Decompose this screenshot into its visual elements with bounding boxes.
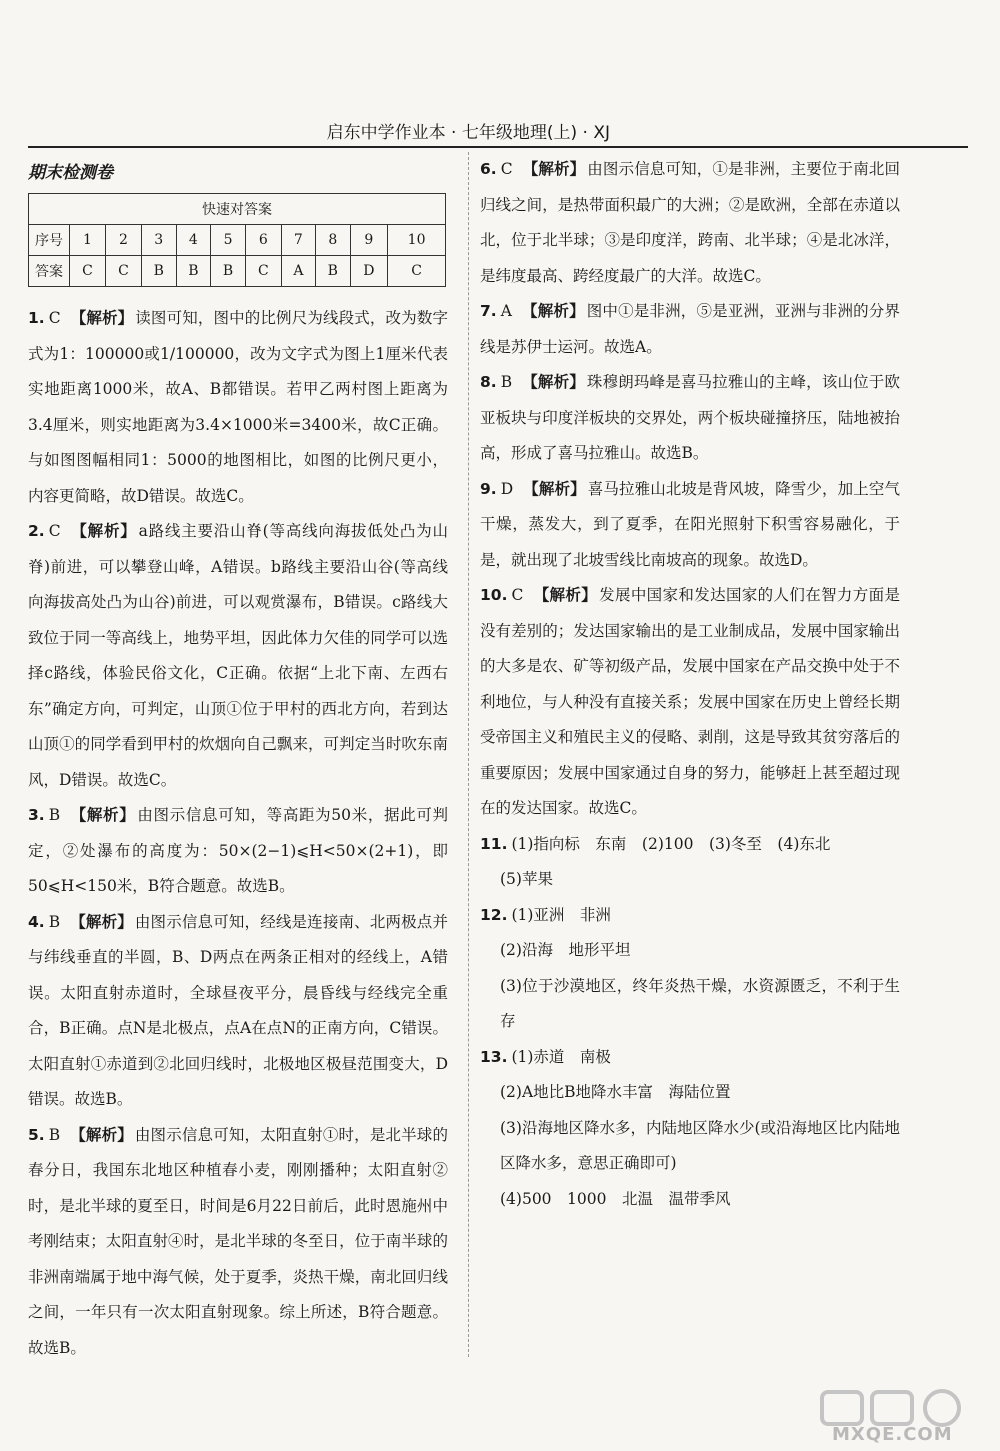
analysis-tag: 【解析】 [70, 806, 136, 824]
table-row [29, 225, 446, 256]
table-cell: C [105, 256, 141, 287]
analysis-text: 由图示信息可知，经线是连接南、北两极点并与纬线垂直的半圆，B、D两点在两条正相对的经线上，A错误。太阳直射赤道时，全球昼夜平分，晨昏线与经线完全重合，B正确。点N是北极点，点A在点N的正南方向，C错误。太阳直射①赤道到②北回归线时，北极地区极昼范围变大，D错误。故选B。 [28, 912, 448, 1108]
question-4: 4. B 【解析】 由图示信息可知，经线是连接南、北两极点并与纬线垂直的半圆，B、D两点在两条正相对的经线上，A错误。太阳直射赤道时，全球昼夜平分，晨昏线与经线完全重合，B正确。点N是北极点，点A在点N的正南方向，C错误。太阳直射①赤道到②北回归线时，北极地区极昼范围变大，D错误。故选B。 [28, 912, 448, 1108]
answer-letter: B [48, 1125, 61, 1144]
table-cell: 6 [245, 225, 281, 256]
analysis-text: 珠穆朗玛峰是喜马拉雅山的主峰，该山位于欧亚板块与印度洋板块的交界处，两个板块碰撞挤压，陆地被抬高，形成了喜马拉雅山。故选B。 [480, 373, 900, 462]
table-cell: B [211, 256, 246, 287]
answer-letter: D [500, 479, 514, 498]
question-5: 5. B 【解析】 由图示信息可知，太阳直射①时，是北半球的春分日，我国东北地区种植春小麦，刚刚播种；太阳直射②时，是北半球的夏至日，时间是6月22日前后，此时恩施州中考刚结束；太阳直射④时，是北半球的冬至日，位于南半球的非洲南端属于地中海气候，处于夏季，炎热干燥，南北回归线之间，一年只有一次太阳直射现象。综上所述，B符合题意。故选B。 [28, 1125, 448, 1357]
table-cell: 1 [70, 225, 106, 256]
analysis-text: 图中①是非洲，⑤是亚洲，亚洲与非洲的分界线是苏伊士运河。故选A。 [480, 302, 900, 356]
row-label-number: 序号 [29, 225, 70, 256]
table-cell: B [315, 256, 350, 287]
question-3: 3. B 【解析】 由图示信息可知，等高距为50米，据此可判定，②处瀑布的高度为：50×(2−1)⩽H<50×(2+1)，即50⩽H<150米，B符合题意。故选B。 [28, 806, 448, 895]
answer-letter: C [48, 522, 61, 540]
table-cell: C [388, 256, 446, 287]
answer-line: (2)A地比B地降水丰富 海陆位置 [500, 1083, 731, 1101]
answer-line: (1)指向标 东南 (2)100 (3)冬至 (4)东北 [511, 834, 831, 853]
table-cell: 7 [281, 225, 315, 256]
answer-letter: B [48, 806, 61, 824]
column-divider [468, 152, 469, 1357]
table-cell: 9 [350, 225, 388, 256]
answer-line: (5)苹果 [500, 870, 553, 888]
table-row [29, 256, 446, 287]
watermark-logo [818, 1388, 968, 1446]
table-cell: 5 [211, 225, 246, 256]
right-column [480, 152, 900, 1217]
analysis-tag: 【解析】 [70, 1125, 133, 1144]
section-title: 期末检测卷 [28, 163, 113, 183]
analysis-tag: 【解析】 [533, 586, 598, 604]
answer-line: (3)位于沙漠地区，终年炎热干燥，水资源匮乏，不利于生存 [500, 976, 900, 1030]
answer-table [28, 193, 446, 287]
analysis-tag: 【解析】 [521, 302, 585, 320]
question-10: 10. C 【解析】 发展中国家和发达国家的人们在智力方面是没有差别的；发达国家输出的是工业制成品，发展中国家输出的大多是农、矿等初级产品，发展中国家在产品交换中处于不利地位，与人种没有直接关系；发展中国家在历史上曾经长期受帝国主义和殖民主义的侵略、剥削，这是导致其贫穷落后的重要原因；发展中国家通过自身的努力，能够赶上甚至超过现在的发达国家。故选C。 [480, 586, 900, 817]
analysis-tag: 【解析】 [523, 479, 586, 498]
watermark-text: MXQE.COM [832, 1424, 953, 1445]
analysis-text: 喜马拉雅山北坡是背风坡，降雪少，加上空气干燥，蒸发大，到了夏季，在阳光照射下积雪容易融化，于是，就出现了北坡雪线比南坡高的现象。故选D。 [480, 479, 900, 569]
table-cell: B [141, 256, 176, 287]
page-header [0, 118, 1000, 146]
question-2: 2. C 【解析】 a路线主要沿山脊(等高线向海拔低处凸为山脊)前进，可以攀登山峰，A错误。b路线主要沿山谷(等高线向海拔高处凸为山谷)前进，可以观赏瀑布，B错误。c路线大致位于同一等高线上，地势平坦，因此体力欠佳的同学可以选择c路线，体验民俗文化，C正确。依据“上北下南、左西右东”确定方向，可判定，山顶①位于甲村的西北方向，若到达山顶①的同学看到甲村的炊烟向自己飘来，可判定当时吹东南风，D错误。故选C。 [28, 522, 448, 789]
left-column [28, 152, 448, 1366]
table-cell: 3 [141, 225, 176, 256]
answer-line: (1)赤道 南极 [511, 1047, 611, 1066]
table-cell: C [245, 256, 281, 287]
row-label-answer: 答案 [29, 256, 70, 287]
analysis-text: 由图示信息可知，等高距为50米，据此可判定，②处瀑布的高度为：50×(2−1)⩽H<50×(2+1)，即50⩽H<150米，B符合题意。故选B。 [28, 806, 448, 895]
analysis-text: 发展中国家和发达国家的人们在智力方面是没有差别的；发达国家输出的是工业制成品，发展中国家输出的大多是农、矿等初级产品，发展中国家在产品交换中处于不利地位，与人种没有直接关系；发展中国家在历史上曾经长期受帝国主义和殖民主义的侵略、剥削，这是导致其贫穷落后的重要原因；发展中国家通过自身的努力，能够赶上甚至超过现在的发达国家。故选C。 [480, 586, 900, 817]
answer-letter: C [48, 309, 61, 327]
table-cell: C [70, 256, 106, 287]
analysis-tag: 【解析】 [70, 912, 133, 931]
header-title: 启东中学作业本 · 七年级地理(上) · XJ [326, 123, 610, 143]
watermark-glyph-icon [818, 1388, 968, 1428]
analysis-tag: 【解析】 [522, 160, 586, 178]
analysis-text: 读图可知，图中的比例尺为线段式，改为数字式为1：100000或1/100000，改为文字式为图上1厘米代表实地距离1000米，故A、B都错误。若甲乙两村图上距离为3.4厘米，则实地距离为3.4×1000米=3400米，故C正确。与如图图幅相同1：5000的地图相比，如图的比例尺更小，内容更简略，故D错误。故选C。 [28, 309, 448, 505]
question-1: 1. C 【解析】 读图可知，图中的比例尺为线段式，改为数字式为1：100000或1/100000，改为文字式为图上1厘米代表实地距离1000米，故A、B都错误。若甲乙两村图上距离为3.4厘米，则实地距离为3.4×1000米=3400米，故C正确。与如图图幅相同1：5000的地图相比，如图的比例尺更小，内容更简略，故D错误。故选C。 [28, 309, 448, 505]
table-cell: 8 [315, 225, 350, 256]
answer-letter: B [48, 912, 61, 931]
table-cell: 2 [105, 225, 141, 256]
analysis-tag: 【解析】 [522, 373, 585, 391]
answer-line: (1)亚洲 非洲 [511, 905, 611, 924]
answer-line: (2)沿海 地形平坦 [500, 941, 631, 959]
answer-letter: A [500, 302, 512, 320]
question-6: 6. C 【解析】 由图示信息可知，①是非洲，主要位于南北回归线之间，是热带面积最广的大洲；②是欧洲，全部在赤道以北，位于北半球；③是印度洋，跨南、北半球；④是北冰洋，是纬度最高、跨经度最广的大洋。故选C。 [480, 160, 900, 285]
header-rule [28, 146, 968, 148]
table-cell: 4 [176, 225, 211, 256]
table-cell: A [281, 256, 315, 287]
table-cell: B [176, 256, 211, 287]
answer-line: (4)500 1000 北温 温带季风 [500, 1189, 731, 1208]
question-8: 8. B 【解析】 珠穆朗玛峰是喜马拉雅山的主峰，该山位于欧亚板块与印度洋板块的交界处，两个板块碰撞挤压，陆地被抬高，形成了喜马拉雅山。故选B。 [480, 373, 900, 462]
analysis-text: a路线主要沿山脊(等高线向海拔低处凸为山脊)前进，可以攀登山峰，A错误。b路线主要沿山谷(等高线向海拔高处凸为山谷)前进，可以观赏瀑布，B错误。c路线大致位于同一等高线上，地势平坦，因此体力欠佳的同学可以选择c路线，体验民俗文化，C正确。依据“上北下南、左西右东”确定方向，可判定，山顶①位于甲村的西北方向，若到达山顶①的同学看到甲村的炊烟向自己飘来，可判定当时吹东南风，D错误。故选C。 [28, 522, 448, 789]
table-cell: 10 [388, 225, 446, 256]
answer-letter: C [500, 160, 513, 178]
question-9: 9. D 【解析】 喜马拉雅山北坡是背风坡，降雪少，加上空气干燥，蒸发大，到了夏季，在阳光照射下积雪容易融化，于是，就出现了北坡雪线比南坡高的现象。故选D。 [480, 479, 900, 569]
question-13: 13. (1)赤道 南极 (2)A地比B地降水丰富 海陆位置 (3)沿海地区降水多，内陆地区降水少(或沿海地区比内陆地区降水多，意思正确即可) (4)500 1000 北温 温带季风 [480, 1040, 900, 1218]
question-11: 11. (1)指向标 东南 (2)100 (3)冬至 (4)东北 (5)苹果 [480, 827, 900, 898]
analysis-tag: 【解析】 [70, 309, 134, 327]
analysis-tag: 【解析】 [70, 522, 137, 540]
answer-letter: C [511, 586, 524, 604]
analysis-text: 由图示信息可知，①是非洲，主要位于南北回归线之间，是热带面积最广的大洲；②是欧洲，全部在赤道以北，位于北半球；③是印度洋，跨南、北半球；④是北冰洋，是纬度最高、跨经度最广的大洋。故选C。 [480, 160, 900, 285]
analysis-text: 由图示信息可知，太阳直射①时，是北半球的春分日，我国东北地区种植春小麦，刚刚播种；太阳直射②时，是北半球的夏至日，时间是6月22日前后，此时恩施州中考刚结束；太阳直射④时，是北半球的冬至日，位于南半球的非洲南端属于地中海气候，处于夏季，炎热干燥，南北回归线之间，一年只有一次太阳直射现象。综上所述，B符合题意。故选B。 [28, 1125, 448, 1357]
table-cell: D [350, 256, 388, 287]
answer-letter: B [500, 373, 513, 391]
question-7: 7. A 【解析】 图中①是非洲，⑤是亚洲，亚洲与非洲的分界线是苏伊士运河。故选A。 [480, 302, 900, 356]
question-12: 12. (1)亚洲 非洲 (2)沿海 地形平坦 (3)位于沙漠地区，终年炎热干燥，水资源匮乏，不利于生存 [480, 898, 900, 1040]
answer-line: (3)沿海地区降水多，内陆地区降水少(或沿海地区比内陆地区降水多，意思正确即可) [500, 1118, 901, 1172]
answer-table-caption: 快速对答案 [29, 194, 446, 225]
